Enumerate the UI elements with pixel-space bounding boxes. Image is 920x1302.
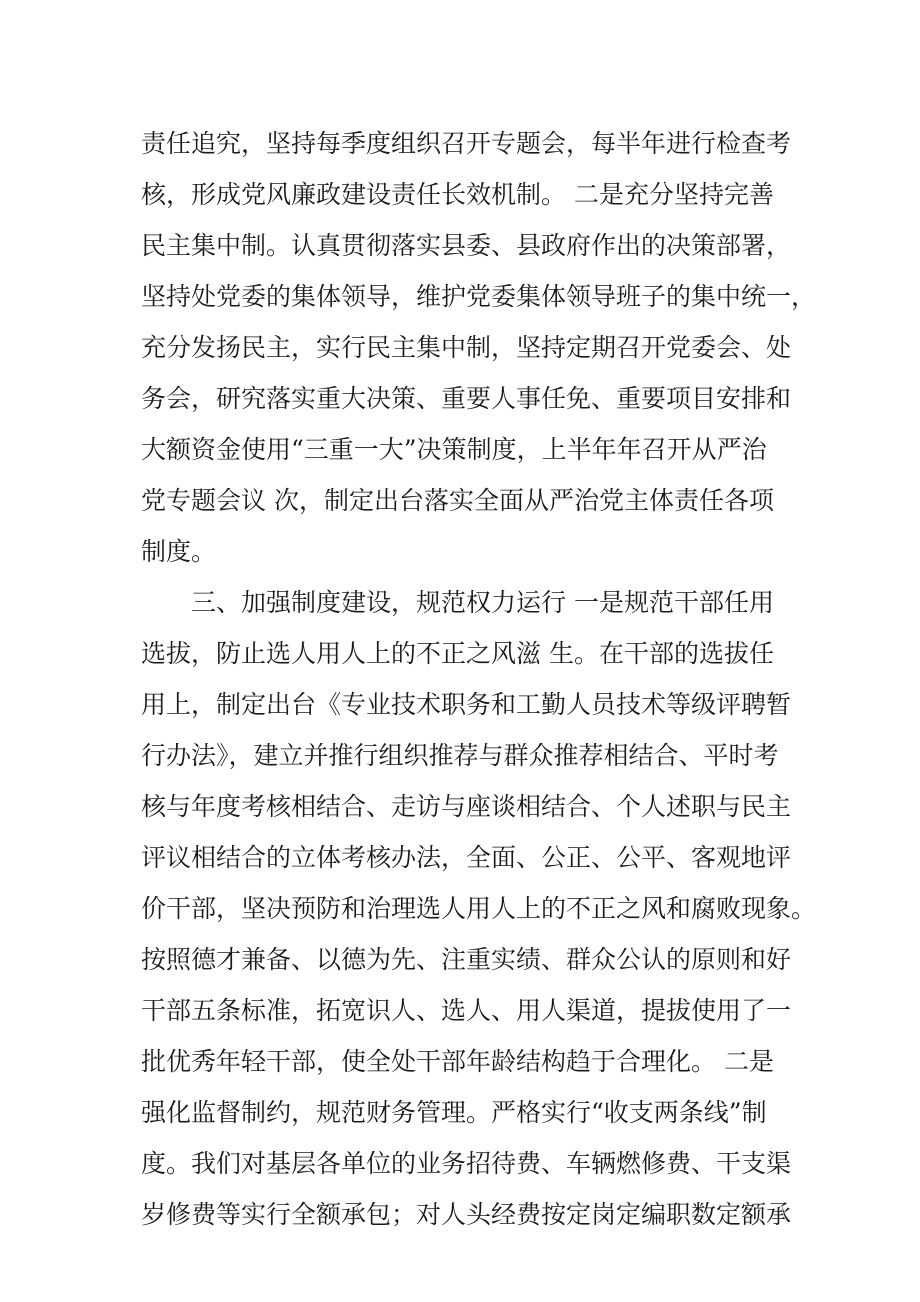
text-line: 大额资金使用“三重一大”决策制度，上半年年召开从严治 bbox=[141, 435, 767, 464]
text-line: 制度。 bbox=[141, 537, 217, 566]
text-line: 干部五条标准，拓宽识人、选人、用人渠道，提拔使用了一 bbox=[141, 996, 792, 1025]
text-line: 民主集中制。认真贯彻落实县委、县政府作出的决策部署， bbox=[141, 231, 792, 260]
text-line: 度。我们对基层各单位的业务招待费、车辆燃修费、干支渠 bbox=[141, 1149, 792, 1178]
text-line: 行办法》，建立并推行组织推荐与群众推荐相结合、平时考 bbox=[141, 741, 779, 770]
text-line: 岁修费等实行全额承包；对人头经费按定岗定编职数定额承 bbox=[141, 1200, 792, 1229]
text-line: 按照德才兼备、以德为先、注重实绩、群众公认的原则和好 bbox=[141, 945, 792, 974]
text-line: 用上，制定出台《专业技术职务和工勤人员技术等级评聘暂 bbox=[141, 690, 792, 719]
text-line: 务会，研究落实重大决策、重要人事任免、重要项目安排和 bbox=[141, 384, 792, 413]
text-line: 批优秀年轻干部，使全处干部年龄结构趋于合理化。 二是 bbox=[141, 1047, 774, 1076]
text-line: 核与年度考核相结合、走访与座谈相结合、个人述职与民主 bbox=[141, 792, 792, 821]
text-line: 价干部，坚决预防和治理选人用人上的不正之风和腐败现象。 bbox=[141, 894, 817, 923]
body-text bbox=[141, 118, 817, 1240]
text-line: 强化监督制约，规范财务管理。严格实行“收支两条线”制 bbox=[141, 1098, 767, 1127]
text-line: 核，形成党风廉政建设责任长效机制。 二是充分坚持完善 bbox=[141, 180, 774, 209]
text-line: 评议相结合的立体考核办法，全面、公正、公平、客观地评 bbox=[141, 843, 792, 872]
text-line: 充分发扬民主，实行民主集中制，坚持定期召开党委会、处 bbox=[141, 333, 792, 362]
text-line: 坚持处党委的集体领导，维护党委集体领导班子的集中统一， bbox=[141, 282, 817, 311]
text-line: 责任追究，坚持每季度组织召开专题会，每半年进行检查考 bbox=[141, 129, 792, 158]
text-line: 党专题会议 次，制定出台落实全面从严治党主体责任各项 bbox=[141, 486, 774, 515]
text-line: 选拔，防止选人用人上的不正之风滋 生。在干部的选拔任 bbox=[141, 639, 774, 668]
section-heading-line: 三、加强制度建设，规范权力运行 一是规范干部任用 bbox=[191, 588, 774, 617]
